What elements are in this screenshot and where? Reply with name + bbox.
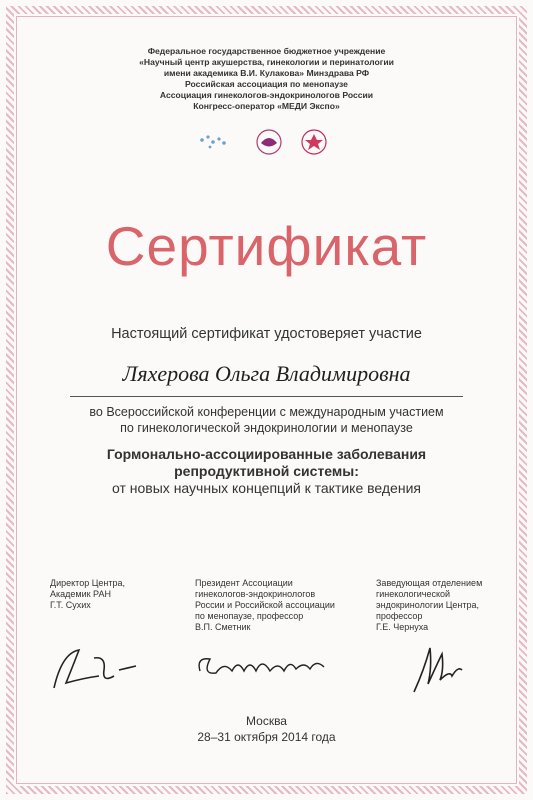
signatory-president: [195, 578, 335, 633]
signatory-line: гинекологов-эндокринологов: [195, 589, 316, 599]
header-line: Ассоциация гинекологов-эндокринологов России: [159, 90, 374, 100]
header-line: Российская ассоциация по менопаузе: [185, 79, 348, 89]
topic-line: от новых научных концепций к тактике ведения: [112, 480, 421, 496]
signatory-line: Заведующая отделением: [376, 578, 483, 588]
signatory-line: Академик РАН: [50, 589, 111, 599]
signatory-head: [376, 578, 482, 633]
gynecologists-association-logo: [296, 128, 332, 156]
certificate-title: Сертификат: [105, 215, 428, 277]
name-underline: [70, 396, 463, 397]
footer: [0, 713, 533, 745]
signatory-line: Г.Т. Сухих: [50, 600, 91, 610]
signature-sukhikh: [44, 638, 154, 696]
snowflake-dots-logo: [198, 132, 228, 152]
header-line: Федеральное государственное бюджетное учреждение: [147, 46, 386, 56]
header-line: Конгресс-оператор «МЕДИ Экспо»: [193, 101, 340, 111]
conference-description: [0, 404, 533, 436]
header-line: имени академика В.И. Кулакова» Минздрава РФ: [163, 68, 370, 78]
footer-dates: 28–31 октября 2014 года: [197, 730, 336, 744]
topic-line-bold: репродуктивной системы:: [174, 463, 359, 479]
conference-line: во Всероссийской конференции с международным участием: [89, 405, 444, 419]
menopause-association-logo: [252, 128, 286, 156]
header-line: «Научный центр акушерства, гинекологии и перинатологии: [139, 57, 394, 67]
certifies-text: Настоящий сертификат удостоверяет участие: [111, 326, 422, 342]
signatory-line: по менопаузе, профессор: [195, 611, 304, 621]
signatory-director: [50, 578, 125, 611]
signatory-line: гинекологической: [376, 589, 451, 599]
participant-name: Ляхерова Ольга Владимировна: [122, 361, 411, 386]
logos-row: [0, 128, 533, 158]
conference-line: по гинекологической эндокринологии и менопаузе: [120, 421, 413, 435]
conference-topic: [0, 446, 533, 497]
signatory-line: В.П. Сметник: [195, 622, 251, 632]
signatory-line: Г.Е. Чернуха: [376, 622, 429, 632]
organizers-header: [0, 46, 533, 112]
signature-chernukha: [402, 640, 472, 696]
topic-line-bold: Гормонально-ассоциированные заболевания: [106, 446, 427, 462]
signatory-line: Президент Ассоциации: [195, 578, 293, 588]
signatory-line: Директор Центра,: [50, 578, 125, 588]
signatory-line: эндокринологии Центра,: [376, 600, 480, 610]
signatory-line: России и Российской ассоциации: [195, 600, 335, 610]
signatory-line: профессор: [376, 611, 423, 621]
footer-city: Москва: [246, 714, 287, 728]
signature-smetnik: [192, 645, 332, 685]
